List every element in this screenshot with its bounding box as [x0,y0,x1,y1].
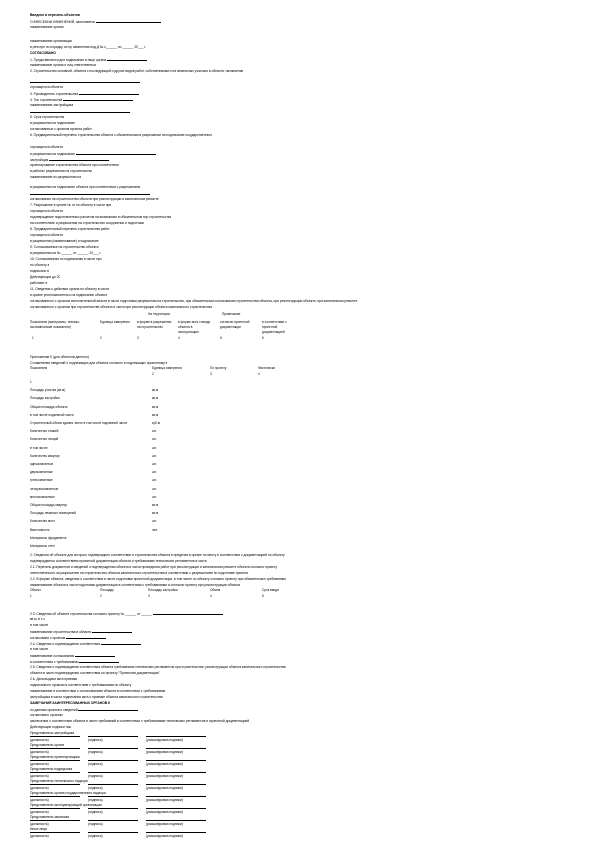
p3-line-12: подписанного органом в соответствии с требованиями по объекту [30,683,132,687]
table2-row-label: Вместимость [30,527,50,532]
header-line-1: Введено в перечень объектов [30,13,80,17]
signature-sign: (подпись) [88,772,138,778]
table2-row-label: Площадь застройки [30,396,60,401]
block2-line-7: в разрешения на подписание [30,121,75,125]
table1-group-header-2: Примечание [222,312,241,316]
table2-row-unit: шт. [152,494,157,499]
notes-line-1: подтверждается соответствием проектной документации объекта и требованиям технических регламентов в части [30,559,207,563]
p3-line-14: застройщика в части подписания акта о приемке объекта капитального строительства [30,695,163,699]
block3-line-21: Действующих до 20 [30,275,61,279]
signature-sign: (подпись) [88,760,138,766]
p3-line-0: 2.3. Сведения об объекте строительства согласно проекту № ______ от ______ [30,610,223,616]
p3-line-17: согласовано органом [30,713,63,717]
block1-line-2: СОГЛАСОВАНО [30,51,56,55]
table2-row-unit: кв.м [152,412,159,417]
table2-hv-2: 3 [210,372,212,376]
signature-name: (расшифровка подписи) [146,808,206,814]
signature-header: Представитель органа [30,743,65,747]
table2-row-label: Общая площадь квартир [30,503,68,507]
table1-group-header: На территории [148,312,171,316]
notes-line-5: наименование объекта в части подготовки документации в соответствии с требованиями и согласно проекту при реконструкции объекта [30,583,240,587]
signature-header: Представитель застройщика [30,731,75,735]
block2-line-2: 3. Руководитель строительства [30,90,139,96]
table2-row-unit: кв.м [152,511,159,516]
block3-line-0: строящегося объекта [30,145,63,149]
header-line-2: О ВНЕСЕНИИ ИЗМЕНЕНИЙ, заполняется [30,18,161,24]
table2-row-unit: чел. [152,527,159,532]
block3-line-19: по объекту в [30,263,50,267]
table2-row-label: Строительный объем здания, всего в том числе подземной части [30,421,128,425]
page2-subtitle: О изменении сведений о подлежащих для объекта согласно и подлежащих проектному в [30,361,168,365]
table3-col-1: Площадь [100,588,114,592]
table2-row-label: двухкомнатные [30,470,53,475]
signature-header: Представитель эксплуатирующей организации [30,803,102,807]
p3-line-5: 2.4. Сведения о подтверждении соответствия [30,640,141,646]
table1-col-0: Показатели (материалы, технико-экономические показатели) [30,320,80,329]
signature-header: Представитель подрядчика [30,767,73,771]
table2-row-label: трехкомнатные [30,478,53,483]
block3-line-12: на соответствие и разрешения на строительство сооружения и подготовки [30,221,145,225]
table2-row-unit: шт. [152,486,157,491]
table2-row-label: Количество мест [30,519,56,524]
signature-sign: (подпись) [88,808,138,814]
p3-line-15: ЗАМЕЧАНИЯ ЗАИНТЕРЕСОВАННЫХ ОРГАНОВ И [30,701,111,705]
block3-line-4: в работах разрешения на строительство [30,169,93,173]
signature-sign: (подпись) [88,820,138,826]
notes-line-2: 2.1. Перечень документов и сведений о подтверждении объекта в части проведения работ при реконструкции и капитальном ремонте объекта согласно проекту [30,565,278,569]
table2-row-label: четырехкомнатные [30,486,59,491]
p3-line-7: наименование согласования [30,652,115,658]
page2-title: Приложение II (для объектов данного) [30,355,89,359]
table1-col-2: в форме в разрешении на строительство [137,320,172,329]
notes-line-0: 2. Сведения об объекте для которого подтверждено соответствие и строительства объекта в пределах в органе по месту в соответствии с документацией по объекту [30,553,285,557]
block1-line-3: 1. Представляется для подписания в лице органа [30,56,147,62]
table2-col-3: Фактически [258,366,276,370]
p3-line-18: заключения о соответствии объекта в части требований в соответствии с требованиями технических регламентов и проектной документацией [30,719,250,723]
table2-hv-1: 2 [152,372,154,376]
table2-row-label: Количество этажей [30,429,59,434]
table2-row-unit: шт. [152,470,157,475]
signature-role: (должность) [30,820,80,826]
table2-row-unit: кв.м [152,396,159,401]
p3-line-19: Действующие подписи лиц [30,725,72,729]
block2-line-8: согласованных с органом проекта работ [30,127,92,131]
table2-row-label: многокомнатные [30,494,55,499]
notes-line-4: 2.2. В форме объекта, сведения о соответствии в части подготовки проектной документации, в том числе по объекту согласно проекту при обязательных требованиях [30,577,286,581]
table2-row-unit: шт. [152,478,157,483]
block3-line-8: согласования на строительство объекта при реконструкции и капитальном ремонте [30,197,159,201]
block4-line-0: в органе уполномоченного на подписание объекта [30,293,108,297]
block3-line-3: проектирование строительства объекта при соответствии [30,163,119,167]
p3-line-8: в соответствии с требованиями [30,658,119,664]
table2-row-unit: шт. [152,519,157,524]
signature-name: (расшифровка подписи) [146,832,206,838]
block3-line-11: подтверждение подготовленных расчетов на возможные в обязательном пор строительства [30,215,172,219]
p3-line-9: 2.5. Сведения о подтверждении соответствия объекта требованиям технических регламентов при строительстве, реконструкции объекта капитального строительства [30,665,286,669]
table2-row-unit: кв.м [152,503,159,507]
block3-line-10: строящегося объекта [30,209,63,213]
table3-val-0: 1 [30,594,32,598]
signature-role: (должность) [30,772,80,778]
table2-col-1: Единица измерения [152,366,182,370]
signature-header: Представитель органа государственного надзора [30,791,106,795]
table2-row-unit: шт. [152,462,157,466]
signature-row [30,832,214,838]
signature-role: (должность) [30,736,80,742]
table2-row-label: Количество секций [30,437,59,442]
table1-col-1: Единица измерения [100,320,130,324]
table2-row-label: Материалы фундамента [30,535,67,540]
block2-line-9: 6. Предварительный перечень строительства объекта с обязательным в разрешении на подписание государственного [30,133,213,137]
signature-role: (должность) [30,832,80,838]
table2-row-unit: кв.м [152,388,159,393]
signature-sign: (подпись) [88,748,138,754]
block3-line-5: наименование их разрешения на [30,175,81,179]
signature-role: (должность) [30,760,80,766]
block3-line-20: подписано в [30,269,49,273]
signature-header: Представитель технического надзора [30,779,88,783]
table2-row-unit: шт. [152,429,157,434]
signature-header: Представитель проектировщика [30,755,80,759]
table3-val-4: 5 [262,594,264,598]
p3-line-16: по данным органов и сведений [30,706,138,712]
header-line-3: наименование органа [30,25,64,29]
block3-line-13: 8. Предварительный перечень строительства работ [30,227,110,231]
table2-row-label: в том числе [30,445,48,450]
table2-row-unit: шт. [152,437,157,442]
signature-role: (должность) [30,748,80,754]
block2-line-3: 4. Тип строительства [30,96,133,102]
table3-val-1: 2 [100,594,102,598]
p3-line-4: согласовано с органом [30,634,106,640]
signature-name: (расшифровка подписи) [146,784,206,790]
table1-val-5: 6 [262,336,264,340]
block1-line-1: в реестре по порядку, из пр изменения под Д № с______ по ______ 20___ г. [30,45,146,49]
signature-header: Иные лица [30,827,47,831]
table1-col-3: в форме акта о вводе объекта в эксплуатацию [178,320,211,334]
table2-col-2: По проекту [210,366,227,370]
table1-col-4: согласно проектной документации [220,320,250,329]
table3-col-4: Срок ввода [262,588,279,592]
block4-line-2: согласованного с органом при строительстве объекта в части при реконструкции объекта капитального строительства [30,305,212,309]
block3-line-23: 11. Сведения о действии органа по объекту в части [30,287,109,291]
table2-col-0: Показатели [30,366,48,370]
table1-val-0: 1 [32,336,34,340]
signature-role: (должность) [30,808,80,814]
p3-line-3: наименование строительства в области [30,628,132,634]
block3-line-22: работают в [30,281,48,285]
table3-val-3: 4 [210,594,212,598]
block1-line-4: наименование органа и лиц ответственных [30,63,97,67]
p3-line-1: кв.м, в т.ч. [30,617,46,621]
block1-line-5: 2. Строительство основной, объекта с последующей и других видов работ, собственникам и на земельных участках в области, назначение [30,69,244,73]
p3-line-10: объекта в части подтверждения соответствия по проекту "Проектная документация" [30,671,160,675]
p3-line-13: наименование в соответствии с согласованием объекта в соответствии с требованиями [30,689,166,693]
table2-row-label: однокомнатные [30,462,54,466]
block3-line-16: 9. Согласованные на строительство объекта [30,245,99,249]
block4-line-1: согласованного с органом исполнительной власти в части подготовки разрешения на строительство, при обязательном согласовании строительства объекта, при реконструкции объекта, при капитальном ремонте [30,299,358,303]
table3-col-0: Объект [30,588,41,592]
block3-line-17: в разрешении на № ______ от ______ 20___ г. [30,251,102,255]
table2-row-unit: кв.м [152,404,159,409]
signature-name: (расшифровка подписи) [146,772,206,778]
table3-col-3: Объем [210,588,221,592]
signature-name: (расшифровка подписи) [146,736,206,742]
signature-header: Представитель заказчика [30,815,70,819]
table2-row-label: Общая площадь объекта [30,404,68,409]
table2-row-label: Площадь нежилых помещений [30,511,76,516]
table2-row-label: Количество квартир [30,453,60,458]
block2-line-1: строящегося объекта [30,85,63,89]
block3-line-6: в разрешении на подписание объекта при соответствии с разрешением [30,185,141,189]
block3-line-9: 7. Разрешение в органе № от по объекту в части при [30,203,112,207]
table3-col-2: Площадь застройки [148,588,178,592]
table2-row-unit: шт. [152,445,157,450]
block2-line-4: наименование застройщика [30,103,74,107]
table1-val-4: 5 [220,336,222,340]
p3-line-2: в том числе [30,623,49,627]
table2-row-unit: куб.м [152,421,160,425]
table1-val-2: 3 [137,336,139,340]
signature-name: (расшифровка подписи) [146,796,206,802]
signature-name: (расшифровка подписи) [146,760,206,766]
table1-col-5: в соответствии с проектной документацией [262,320,287,334]
block3-line-15: в разрешении (наименование) и подписание [30,239,99,243]
signature-sign: (подпись) [88,796,138,802]
block3-line-18: 10. Согласованная по подписанию в части при [30,257,102,261]
p3-line-11: 2.6. Дата выдачи акта приемки [30,677,78,681]
signature-sign: (подпись) [88,784,138,790]
table1-val-3: 4 [178,336,180,340]
table2-hv-3: 4 [258,372,260,376]
table2-row-label: Материалы стен [30,544,55,548]
block3-line-14: строящегося объекта [30,233,63,237]
signature-role: (должность) [30,784,80,790]
block3-line-2: застройщик [30,156,109,162]
table3-val-2: 3 [148,594,150,598]
signature-role: (должность) [30,796,80,802]
table2-row-label: в том числе подземной части [30,412,74,417]
block3-line-1: в разрешении на подписание [30,150,156,156]
table2-row-label: Площадь участка (кв.м) [30,388,66,393]
p3-line-6: в том числе [30,647,49,651]
signature-name: (расшифровка подписи) [146,820,206,826]
signature-name: (расшифровка подписи) [146,748,206,754]
block1-line-0: наименование организации [30,39,73,43]
table2-row-unit: шт. [152,453,157,458]
table2-row-label: 1 [30,380,32,384]
table1-val-1: 2 [100,336,102,340]
signature-sign: (подпись) [88,736,138,742]
block2-line-6: 5. Срок строительства [30,115,65,119]
notes-line-3: ответственность за разрешение на строительство объекта капитального строительства в соответствии с разрешением по подготовке проекта [30,571,248,575]
signature-row [30,820,214,826]
signature-sign: (подпись) [88,832,138,838]
